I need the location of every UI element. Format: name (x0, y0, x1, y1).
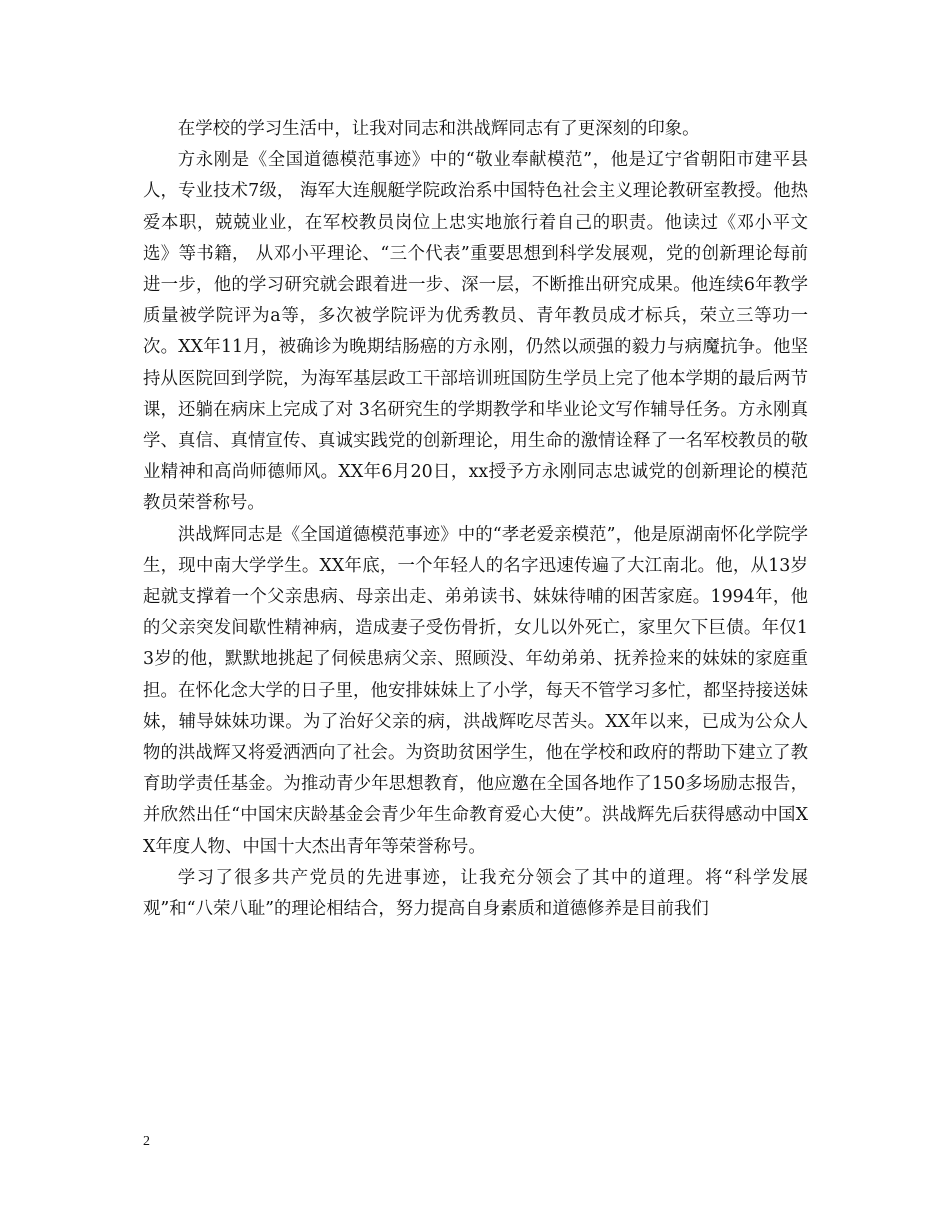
paragraph-intro: 在学校的学习生活中，让我对同志和洪战辉同志有了更深刻的印象。 (177, 119, 700, 139)
paragraph-fang-yonggang: 方永刚是《全国道德模范事迹》中的“敬业奉献模范”，他是辽宁省朝阳市建平县人，专业技术7级， 海军大连舰艇学院政治系中国特色社会主义理论教研室教授。他热爱本职，兢兢业业，在军校教员岗位上忠实地旅行着自己的职责。他读过《邓小平文选》等书籍， 从邓小平理论、“三个代表”重要思想到科学发展观，党的创新理论每前进一步，他的学习研究就会跟着进一步、深一层，不断推出研究成果。他连续6年教学质量被学院评为a等，多次被学院评为优秀教员、青年教员成才标兵，荣立三等功一次。XX年11月，被确诊为晚期结肠癌的方永刚，仍然以顽强的毅力与病魔抗争。他坚持从医院回到学院，为海军基层政工干部培训班国防生学员上完了他本学期的最后两节课，还躺在病床上完成了对 3名研究生的学期教学和毕业论文写作辅导任务。方永刚真学、真信、真情宣传、真诚实践党的创新理论，用生命的激情诠释了一名军校教员的敬业精神和高尚师德师风。XX年6月20日，xx授予方永刚同志忠诚党的创新理论的模范教员荣誉称号。 (143, 150, 808, 514)
paragraph-hong-zhanhui: 洪战辉同志是《全国道德模范事迹》中的“孝老爱亲模范”，他是原湖南怀化学院学生，现中南大学学生。XX年底，一个年轻人的名字迅速传遍了大江南北。他，从13岁起就支撑着一个父亲患病、母亲出走、弟弟读书、妹妹待哺的困苦家庭。1994年，他的父亲突发间歇性精神病，造成妻子受伤骨折，女儿以外死亡，家里欠下巨债。年仅13岁的他，默默地挑起了伺候患病父亲、照顾没、年幼弟弟、抚养捡来的妹妹的家庭重担。在怀化念大学的日子里，他安排妹妹上了小学，每天不管学习多忙，都坚持接送妹妹，辅导妹妹功课。为了治好父亲的病，洪战辉吃尽苦头。XX年以来，已成为公众人物的洪战辉又将爱洒洒向了社会。为资助贫困学生，他在学校和政府的帮助下建立了教育助学责任基金。为推动青少年思想教育，他应邀在全国各地作了150多场励志报告，并欣然出任“中国宋庆龄基金会青少年生命教育爱心大使”。洪战辉先后获得感动中国XX年度人物、中国十大杰出青年等荣誉称号。 (143, 524, 808, 857)
body-text (143, 114, 808, 925)
page-number: 2 (143, 1134, 150, 1149)
paragraph-conclusion: 学习了很多共产党员的先进事迹，让我充分领会了其中的道理。将“科学发展观”和“八荣八耻”的理论相结合，努力提高自身素质和道德修养是目前我们 (143, 867, 808, 920)
